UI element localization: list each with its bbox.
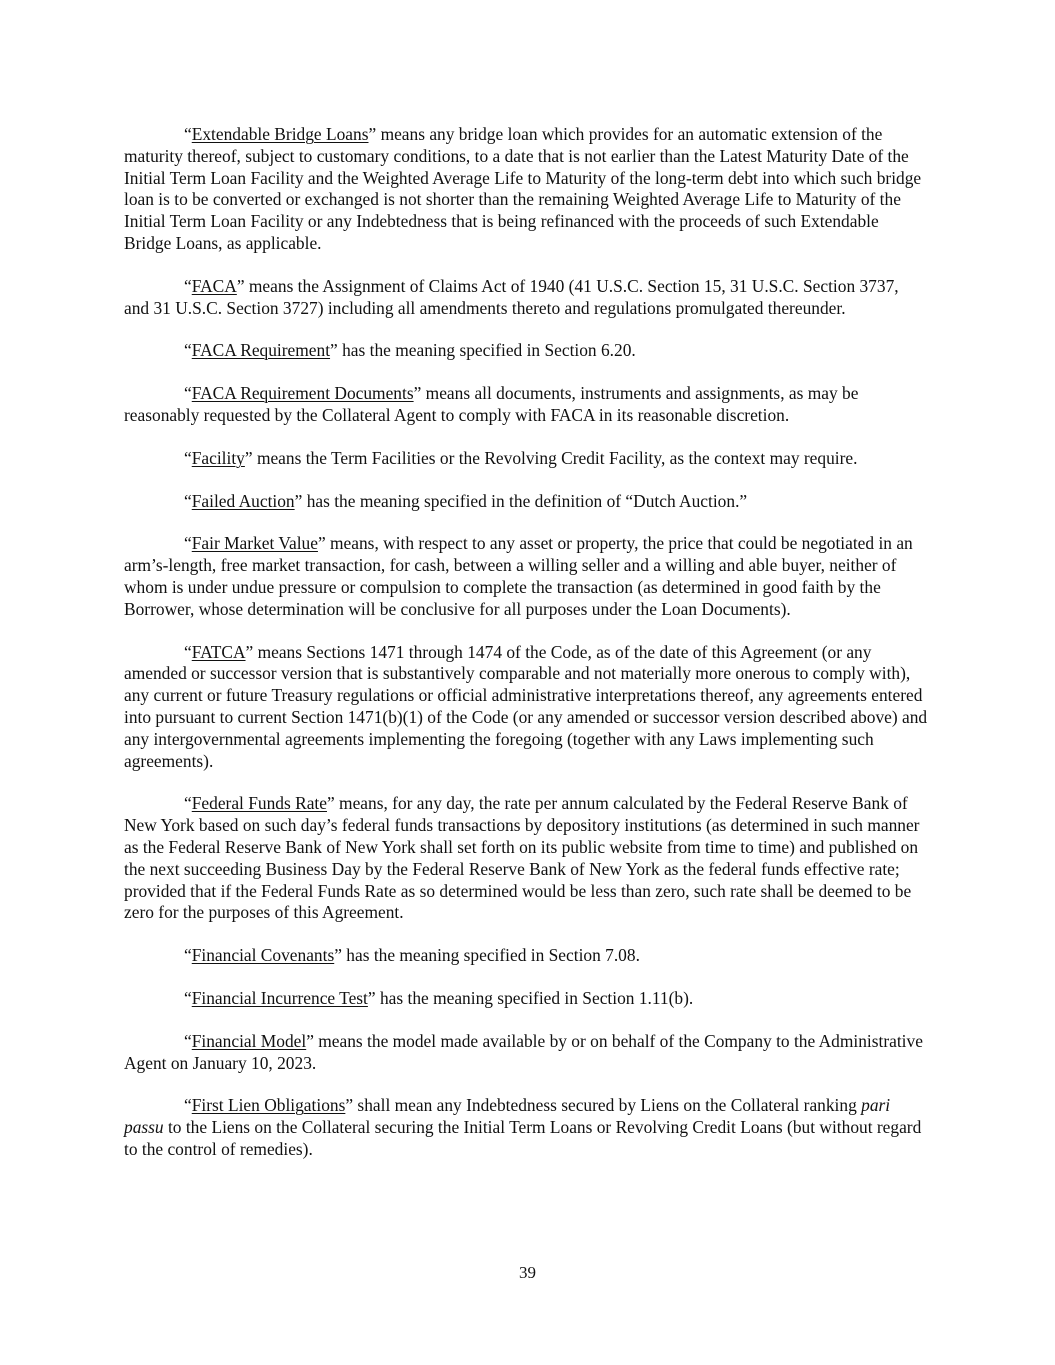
- defined-term: FACA Requirement Documents: [191, 383, 414, 404]
- defined-term: FACA: [191, 275, 237, 296]
- definition-text: ” shall mean any Indebtedness secured by Liens on the Collateral ranking: [345, 1095, 862, 1116]
- defined-term: Financial Incurrence Test: [191, 987, 368, 1008]
- definition-text: ” means all documents, instruments and assignments, as may be reasonably requested by the Collateral Agent to comply with FACA in its reasonable discretion.: [124, 383, 859, 425]
- definition-facility: “Facility” means the Term Facilities or the Revolving Credit Facility, as the context may require.: [184, 447, 858, 468]
- page-number: 39: [519, 1263, 536, 1282]
- definition-text: ” has the meaning specified in Section 6.20.: [330, 340, 636, 361]
- definition-text-continued: to the Liens on the Collateral securing the Initial Term Loans or Revolving Credit Loans (but without regard to the control of remedies).: [124, 1117, 922, 1159]
- defined-term: Federal Funds Rate: [191, 793, 327, 814]
- definition-fair-market-value: “Fair Market Value” means, with respect to any asset or property, the price that could be negotiated in an arm’s-length, free market transaction, for cash, between a willing seller and a willing and able buyer, neither of whom is under undue pressure or compulsion to complete the transaction (as determined in good faith by the Borrower, whose determination will be conclusive for all purposes under the Loan Documents).: [124, 533, 913, 619]
- definition-text: ” has the meaning specified in Section 7.08.: [334, 945, 640, 966]
- defined-term: Failed Auction: [191, 490, 295, 511]
- definition-fatca: “FATCA” means Sections 1471 through 1474 of the Code, as of the date of this Agreement (or any amended or successor version that is substantively comparable and not materially more onerous to comply with), any current or future Treasury regulations or official administrative interpretations thereof, any agreements entered into pursuant to current Section 1471(b)(1) of the Code (or any amended or successor version described above) and any intergovernmental agreements implementing the foregoing (together with any Laws implementing such agreements).: [124, 641, 928, 771]
- defined-term: Financial Model: [191, 1030, 307, 1051]
- definition-faca: “FACA” means the Assignment of Claims Act of 1940 (41 U.S.C. Section 15, 31 U.S.C. Section 3737, and 31 U.S.C. Section 3727) including all amendments thereto and regulations promulgated thereunder.: [124, 275, 899, 318]
- definition-text: ” means the Assignment of Claims Act of 1940 (41 U.S.C. Section 15, 31 U.S.C. Section 3737, and 31 U.S.C. Section 3727) including all amendments thereto and regulations promulgated thereunder.: [124, 275, 899, 318]
- defined-term: First Lien Obligations: [191, 1095, 346, 1116]
- defined-term: Financial Covenants: [191, 945, 335, 966]
- definition-financial-incurrence-test: “Financial Incurrence Test” has the meaning specified in Section 1.11(b).: [184, 987, 694, 1008]
- definition-extendable-bridge-loans: “Extendable Bridge Loans” means any bridge loan which provides for an automatic extension of the maturity thereof, subject to customary conditions, to a date that is not earlier than the Latest Maturity Date of the Initial Term Loan Facility and the Weighted Average Life to Maturity of the long-term debt into which such bridge loan is to be converted or exchanged is not shorter than the remaining Weighted Average Life to Maturity of the Initial Term Loan Facility or any Indebtedness that is being refinanced with the proceeds of such Extendable Bridge Loans, as applicable.: [124, 124, 922, 253]
- document-page: [124, 124, 928, 1182]
- definition-text: ” has the meaning specified in Section 1.11(b).: [367, 987, 694, 1008]
- definition-text: ” means any bridge loan which provides for an automatic extension of the maturity thereof, subject to customary conditions, to a date that is not earlier than the Latest Maturity Date of the Initial Term Loan Facility and the Weighted Average Life to Maturity of the long-term debt into which such bridge loan is to be converted or exchanged is not shorter than the remaining Weighted Average Life to Maturity of the Initial Term Loan Facility or any Indebtedness that is being refinanced with the proceeds of such Extendable Bridge Loans, as applicable.: [124, 124, 922, 253]
- defined-term: FATCA: [191, 641, 246, 662]
- definition-financial-covenants: “Financial Covenants” has the meaning specified in Section 7.08.: [184, 945, 640, 966]
- defined-term: FACA Requirement: [191, 340, 331, 361]
- definition-faca-requirement: “FACA Requirement” has the meaning specified in Section 6.20.: [184, 340, 636, 361]
- definition-text: ” means, with respect to any asset or property, the price that could be negotiated in an arm’s-length, free market transaction, for cash, between a willing seller and a willing and able buyer, neither of whom is under undue pressure or compulsion to complete the transaction (as determined in good faith by the Borrower, whose determination will be conclusive for all purposes under the Loan Documents).: [124, 533, 913, 619]
- definition-financial-model: “Financial Model” means the model made available by or on behalf of the Company to the Administrative Agent on January 10, 2023.: [124, 1030, 923, 1073]
- definition-failed-auction: “Failed Auction” has the meaning specified in the definition of “Dutch Auction.”: [184, 490, 748, 511]
- definition-text: ” has the meaning specified in the definition of “Dutch Auction.”: [294, 490, 748, 511]
- defined-term: Extendable Bridge Loans: [191, 124, 369, 144]
- definition-faca-requirement-documents: “FACA Requirement Documents” means all documents, instruments and assignments, as may be reasonably requested by the Collateral Agent to comply with FACA in its reasonable discretion.: [124, 383, 859, 425]
- definition-federal-funds-rate: “Federal Funds Rate” means, for any day, the rate per annum calculated by the Federal Reserve Bank of New York based on such day’s federal funds transactions by depository institutions (as determined in such manner as the Federal Reserve Bank of New York shall set forth on its public website from time to time) and published on the next succeeding Business Day by the Federal Reserve Bank of New York as the federal funds effective rate; provided that if the Federal Funds Rate as so determined would be less than zero, such rate shall be deemed to be zero for the purposes of this Agreement.: [124, 793, 920, 923]
- definition-text: ” means, for any day, the rate per annum calculated by the Federal Reserve Bank of New York based on such day’s federal funds transactions by depository institutions (as determined in such manner as the Federal Reserve Bank of New York shall set forth on its public website from time to time) and published on the next succeeding Business Day by the Federal Reserve Bank of New York as the federal funds effective rate; provided that if the Federal Funds Rate as so determined would be less than zero, such rate shall be deemed to be zero for the purposes of this Agreement.: [124, 793, 920, 923]
- definition-text: ” means the Term Facilities or the Revolving Credit Facility, as the context may require.: [244, 447, 858, 468]
- defined-term: Facility: [191, 447, 245, 468]
- italic-phrase: pari passu: [124, 1095, 891, 1138]
- defined-term: Fair Market Value: [191, 533, 318, 554]
- definition-text: ” means Sections 1471 through 1474 of the Code, as of the date of this Agreement (or any amended or successor version that is substantively comparable and not materially more onerous to comply with), any current or future Treasury regulations or official administrative interpretations thereof, any agreements entered into pursuant to current Section 1471(b)(1) of the Code (or any amended or successor version described above) and any intergovernmental agreements implementing the foregoing (together with any Laws implementing such agreements).: [124, 641, 928, 771]
- definition-text: ” means the model made available by or on behalf of the Company to the Administrative Agent on January 10, 2023.: [124, 1030, 923, 1073]
- definition-first-lien-obligations: “First Lien Obligations” shall mean any Indebtedness secured by Liens on the Collateral ranking pari passu to the Liens on the Collateral securing the Initial Term Loans or Revolving Credit Loans (but without regard to the control of remedies).: [124, 1095, 922, 1159]
